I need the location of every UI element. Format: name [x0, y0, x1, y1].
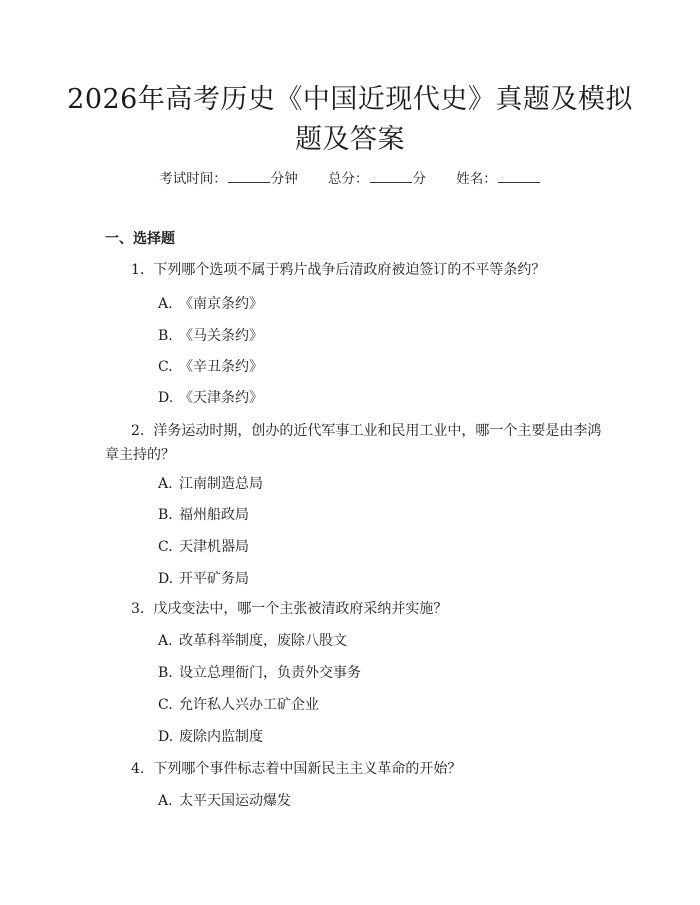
question-2-option-b: [158, 505, 249, 525]
option-text: 天津机器局: [179, 539, 249, 555]
question-1-option-a: [158, 294, 263, 314]
option-text: 设立总理衙门，负责外交事务: [179, 665, 361, 681]
question-2-option-a: [158, 474, 263, 494]
option-letter: B.: [158, 665, 173, 681]
question-2: [105, 419, 607, 467]
question-4-option-a: [158, 791, 291, 811]
option-letter: B.: [158, 328, 173, 344]
option-letter: D.: [158, 571, 174, 587]
question-3-option-a: [158, 631, 347, 651]
exam-time-field: [159, 168, 298, 189]
exam-time-unit: 分钟: [270, 171, 298, 187]
question-text: 下列哪个事件标志着中国新民主主义革命的开始？: [153, 761, 462, 777]
total-score-field: [328, 168, 426, 189]
exam-meta-line: [0, 168, 700, 189]
option-letter: C.: [158, 359, 173, 375]
question-text: 下列哪个选项不属于鸦片战争后清政府被迫签订的不平等条约？: [153, 262, 546, 278]
option-letter: B.: [158, 507, 173, 523]
question-3-option-c: [158, 695, 319, 715]
option-letter: C.: [158, 539, 173, 555]
question-1-option-c: [158, 357, 263, 377]
option-letter: D.: [158, 729, 174, 745]
question-1-option-d: [158, 388, 263, 408]
student-name-label: 姓名：: [456, 171, 497, 187]
option-text: 《辛丑条约》: [179, 359, 263, 375]
option-letter: A.: [158, 633, 173, 649]
option-letter: A.: [158, 296, 173, 312]
question-3: [131, 597, 611, 621]
question-text: 戊戌变法中，哪一个主张被清政府采纳并实施？: [153, 601, 448, 617]
option-text: 福州船政局: [179, 507, 249, 523]
option-letter: C.: [158, 697, 173, 713]
option-letter: A.: [158, 793, 173, 809]
question-2-option-d: [158, 569, 249, 589]
question-2-option-c: [158, 537, 249, 557]
exam-time-label: 考试时间：: [159, 171, 227, 187]
option-letter: D.: [158, 390, 174, 406]
option-text: 改革科举制度，废除八股文: [179, 633, 347, 649]
question-number: 4.: [131, 761, 145, 777]
question-text: 洋务运动时期，创办的近代军事工业和民用工业中，哪一个主要是由李鸿章主持的？: [105, 423, 602, 463]
option-text: 《天津条约》: [179, 390, 263, 406]
student-name-field: [456, 168, 541, 189]
question-1-option-b: [158, 326, 263, 346]
option-text: 江南制造总局: [179, 476, 263, 492]
question-1: [131, 258, 611, 282]
question-3-option-d: [158, 727, 263, 747]
section-heading: 一、选择题: [105, 231, 175, 247]
option-text: 《南京条约》: [179, 296, 263, 312]
option-text: 太平天国运动爆发: [179, 793, 291, 809]
question-4: [131, 757, 611, 781]
student-name-blank: [498, 168, 540, 183]
question-number: 2.: [131, 423, 145, 439]
exam-time-blank: [228, 168, 270, 183]
option-text: 《马关条约》: [179, 328, 263, 344]
question-number: 1.: [131, 262, 145, 278]
question-number: 3.: [131, 601, 145, 617]
total-score-unit: 分: [412, 171, 426, 187]
option-text: 允许私人兴办工矿企业: [179, 697, 319, 713]
option-text: 废除内监制度: [179, 729, 263, 745]
option-letter: A.: [158, 476, 173, 492]
total-score-label: 总分：: [328, 171, 369, 187]
question-3-option-b: [158, 663, 361, 683]
total-score-blank: [370, 168, 412, 183]
option-text: 开平矿务局: [179, 571, 249, 587]
document-title: 2026年高考历史《中国近现代史》真题及模拟题及答案: [67, 84, 633, 155]
